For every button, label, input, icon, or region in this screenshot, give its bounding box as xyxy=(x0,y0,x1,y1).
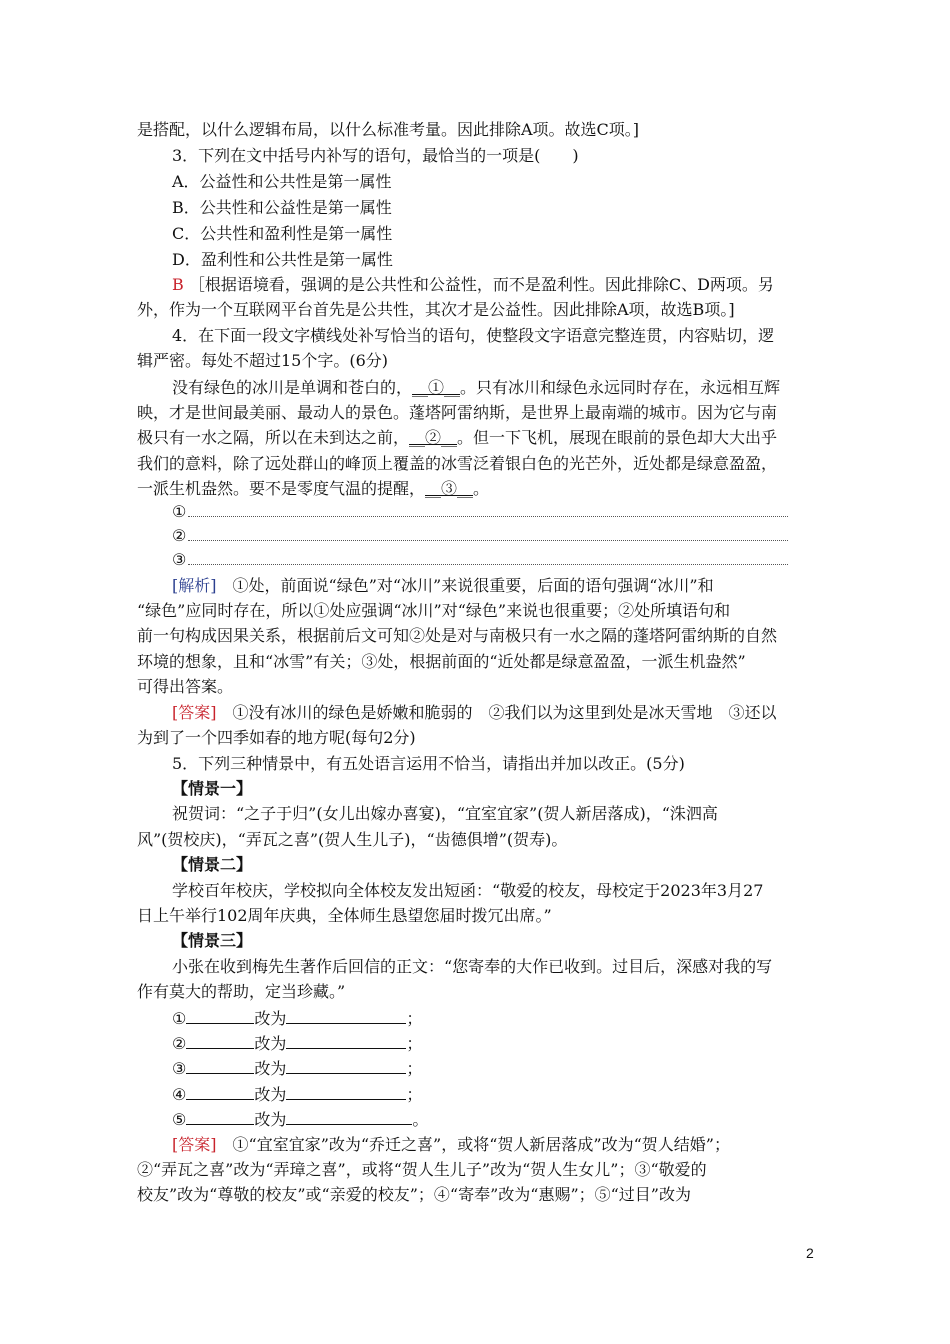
passage-text: 。只有冰川和绿色永远同时存在，永远相互辉 xyxy=(460,378,781,397)
option-d: D．盈利性和公共性是第一属性 xyxy=(172,250,393,269)
option-c: C．公共性和盈利性是第一属性 xyxy=(172,224,393,243)
scenario-text: 作有莫大的帮助，定当珍藏。” xyxy=(137,982,346,1001)
text-line: 辑严密。每处不超过15个字。(6分) xyxy=(137,351,389,370)
answer-tag: [答案] xyxy=(172,703,217,722)
text-line: 为到了一个四季如春的地方呢(每句2分) xyxy=(137,728,416,747)
answer-4 xyxy=(172,701,777,725)
punct: ； xyxy=(406,1085,423,1104)
text-line: ②“弄瓦之喜”改为“弄璋之喜”，或将“贺人生儿子”改为“贺人生女儿”；③“敬爱的 xyxy=(137,1160,707,1179)
analysis-text: ①处，前面说“绿色”对“冰川”来说很重要，后面的语句强调“冰川”和 xyxy=(232,576,714,595)
fill-line-2[interactable] xyxy=(172,524,788,548)
original-blank[interactable] xyxy=(186,1031,254,1049)
row-label: ⑤ xyxy=(172,1110,187,1129)
answer-text: ①没有冰川的绿色是娇嫩和脆弱的 ②我们以为这里到处是冰天雪地 ③还以 xyxy=(232,703,777,722)
option-a: A．公益性和公共性是第一属性 xyxy=(172,172,392,191)
fill-label: ① xyxy=(172,502,187,521)
fill-line-1[interactable] xyxy=(172,500,788,524)
dotted-line xyxy=(188,501,788,517)
fill-label: ② xyxy=(172,526,187,545)
fill-line-3[interactable] xyxy=(172,548,788,572)
punct: 。 xyxy=(412,1110,429,1129)
passage-text: 极只有一水之隔，所以在未到达之前， xyxy=(137,428,410,447)
correction-blank[interactable] xyxy=(286,1031,406,1049)
original-blank[interactable] xyxy=(186,1006,254,1024)
correction-row-3[interactable] xyxy=(172,1056,422,1080)
analysis-tag: [解析] xyxy=(172,576,217,595)
fill-label: ③ xyxy=(172,550,187,569)
scenario-2-heading: 【情景二】 xyxy=(172,855,253,874)
row-label: ① xyxy=(172,1009,187,1028)
text-line: 是搭配，以什么逻辑布局，以什么标准考量。因此排除A项。故选C项。] xyxy=(137,120,640,139)
question-3: 3．下列在文中括号内补写的语句，最恰当的一项是( ) xyxy=(172,146,579,165)
answer-text: ①“宜室宜家”改为“乔迁之喜”，或将“贺人新居落成”改为“贺人结婚”； xyxy=(232,1135,730,1154)
passage-text: 。但一下飞机，展现在眼前的景色却大大出乎 xyxy=(457,428,778,447)
answer-letter: B xyxy=(172,275,184,294)
correction-blank[interactable] xyxy=(286,1006,406,1024)
analysis-line: 前一句构成因果关系，根据前后文可知②处是对与南极只有一水之隔的蓬塔阿雷纳斯的自然 xyxy=(137,626,778,645)
option-b: B．公共性和公益性是第一属性 xyxy=(172,198,392,217)
change-to-label: 改为 xyxy=(254,1034,287,1053)
question-5: 5．下列三种情景中，有五处语言运用不恰当，请指出并加以改正。(5分) xyxy=(172,754,685,773)
change-to-label: 改为 xyxy=(254,1009,287,1028)
passage-line xyxy=(137,477,489,501)
analysis-line: “绿色”应同时存在，所以①处应强调“冰川”对“绿色”来说也很重要；②处所填语句和 xyxy=(137,601,731,620)
scenario-3-heading: 【情景三】 xyxy=(172,931,253,950)
original-blank[interactable] xyxy=(186,1082,254,1100)
original-blank[interactable] xyxy=(186,1107,254,1125)
punct: ； xyxy=(406,1034,423,1053)
change-to-label: 改为 xyxy=(254,1110,287,1129)
passage-line xyxy=(137,426,777,450)
dotted-line xyxy=(188,549,788,565)
analysis-line xyxy=(172,574,714,598)
scenario-text: 小张在收到梅先生著作后回信的正文：“您寄奉的大作已收到。过目后，深感对我的写 xyxy=(172,957,773,976)
passage-line: 映，才是世间最美丽、最动人的景色。蓬塔阿雷纳斯，是世界上最南端的城市。因为它与南 xyxy=(137,403,778,422)
original-blank[interactable] xyxy=(186,1056,254,1074)
scenario-text: 风”(贺校庆)，“弄瓦之喜”(贺人生儿子)，“齿德俱增”(贺寿)。 xyxy=(137,830,568,849)
scenario-text: 日上午举行102周年庆典，全体师生恳望您届时拨冗出席。” xyxy=(137,906,552,925)
answer-5 xyxy=(172,1133,730,1157)
scenario-text: 学校百年校庆，学校拟向全体校友发出短函：“敬爱的校友，母校定于2023年3月27 xyxy=(172,881,764,900)
change-to-label: 改为 xyxy=(254,1085,287,1104)
text-line: 外，作为一个互联网平台首先是公共性，其次才是公益性。因此排除A项，故选B项。] xyxy=(137,300,735,319)
page-number: 2 xyxy=(806,1245,814,1261)
correction-blank[interactable] xyxy=(286,1107,412,1125)
passage-text: 。 xyxy=(473,479,490,498)
correction-row-5[interactable] xyxy=(172,1107,428,1131)
scenario-1-heading: 【情景一】 xyxy=(172,779,253,798)
analysis-line: 可得出答案。 xyxy=(137,677,234,696)
correction-row-4[interactable] xyxy=(172,1082,422,1106)
analysis-line: 环境的想象，且和“冰雪”有关；③处，根据前面的“近处都是绿意盈盈，一派生机盎然” xyxy=(137,652,746,671)
punct: ； xyxy=(406,1009,423,1028)
passage-text: 没有绿色的冰川是单调和苍白的， xyxy=(172,378,413,397)
row-label: ③ xyxy=(172,1059,187,1078)
question-4: 4．在下面一段文字横线处补写恰当的语句，使整段文字语意完整连贯，内容贴切，逻 xyxy=(172,326,775,345)
passage-text: 一派生机盎然。要不是零度气温的提醒， xyxy=(137,479,426,498)
blank-1: __①__ xyxy=(412,378,461,397)
row-label: ② xyxy=(172,1034,187,1053)
correction-blank[interactable] xyxy=(286,1056,406,1074)
correction-blank[interactable] xyxy=(286,1082,406,1100)
answer-tag: [答案] xyxy=(172,1135,217,1154)
passage-line: 我们的意料，除了远处群山的峰顶上覆盖的冰雪泛着银白色的光芒外，近处都是绿意盈盈， xyxy=(137,454,778,473)
passage-line xyxy=(172,376,780,400)
row-label: ④ xyxy=(172,1085,187,1104)
correction-row-1[interactable] xyxy=(172,1006,422,1030)
change-to-label: 改为 xyxy=(254,1059,287,1078)
answer-3 xyxy=(172,273,774,297)
dotted-line xyxy=(188,525,788,541)
scenario-text: 祝贺词：“之子于归”(女儿出嫁办喜宴)，“宜室宜家”(贺人新居落成)，“洙泗高 xyxy=(172,804,718,823)
text-line: 校友”改为“尊敬的校友”或“亲爱的校友”；④“寄奉”改为“惠赐”；⑤“过目”改为 xyxy=(137,1185,691,1204)
blank-3: __③__ xyxy=(425,479,474,498)
punct: ； xyxy=(406,1059,423,1078)
correction-row-2[interactable] xyxy=(172,1031,422,1055)
answer-explanation: ［根据语境看，强调的是公共性和公益性，而不是盈利性。因此排除C、D两项。另 xyxy=(188,275,774,294)
blank-2: __②__ xyxy=(409,428,458,447)
